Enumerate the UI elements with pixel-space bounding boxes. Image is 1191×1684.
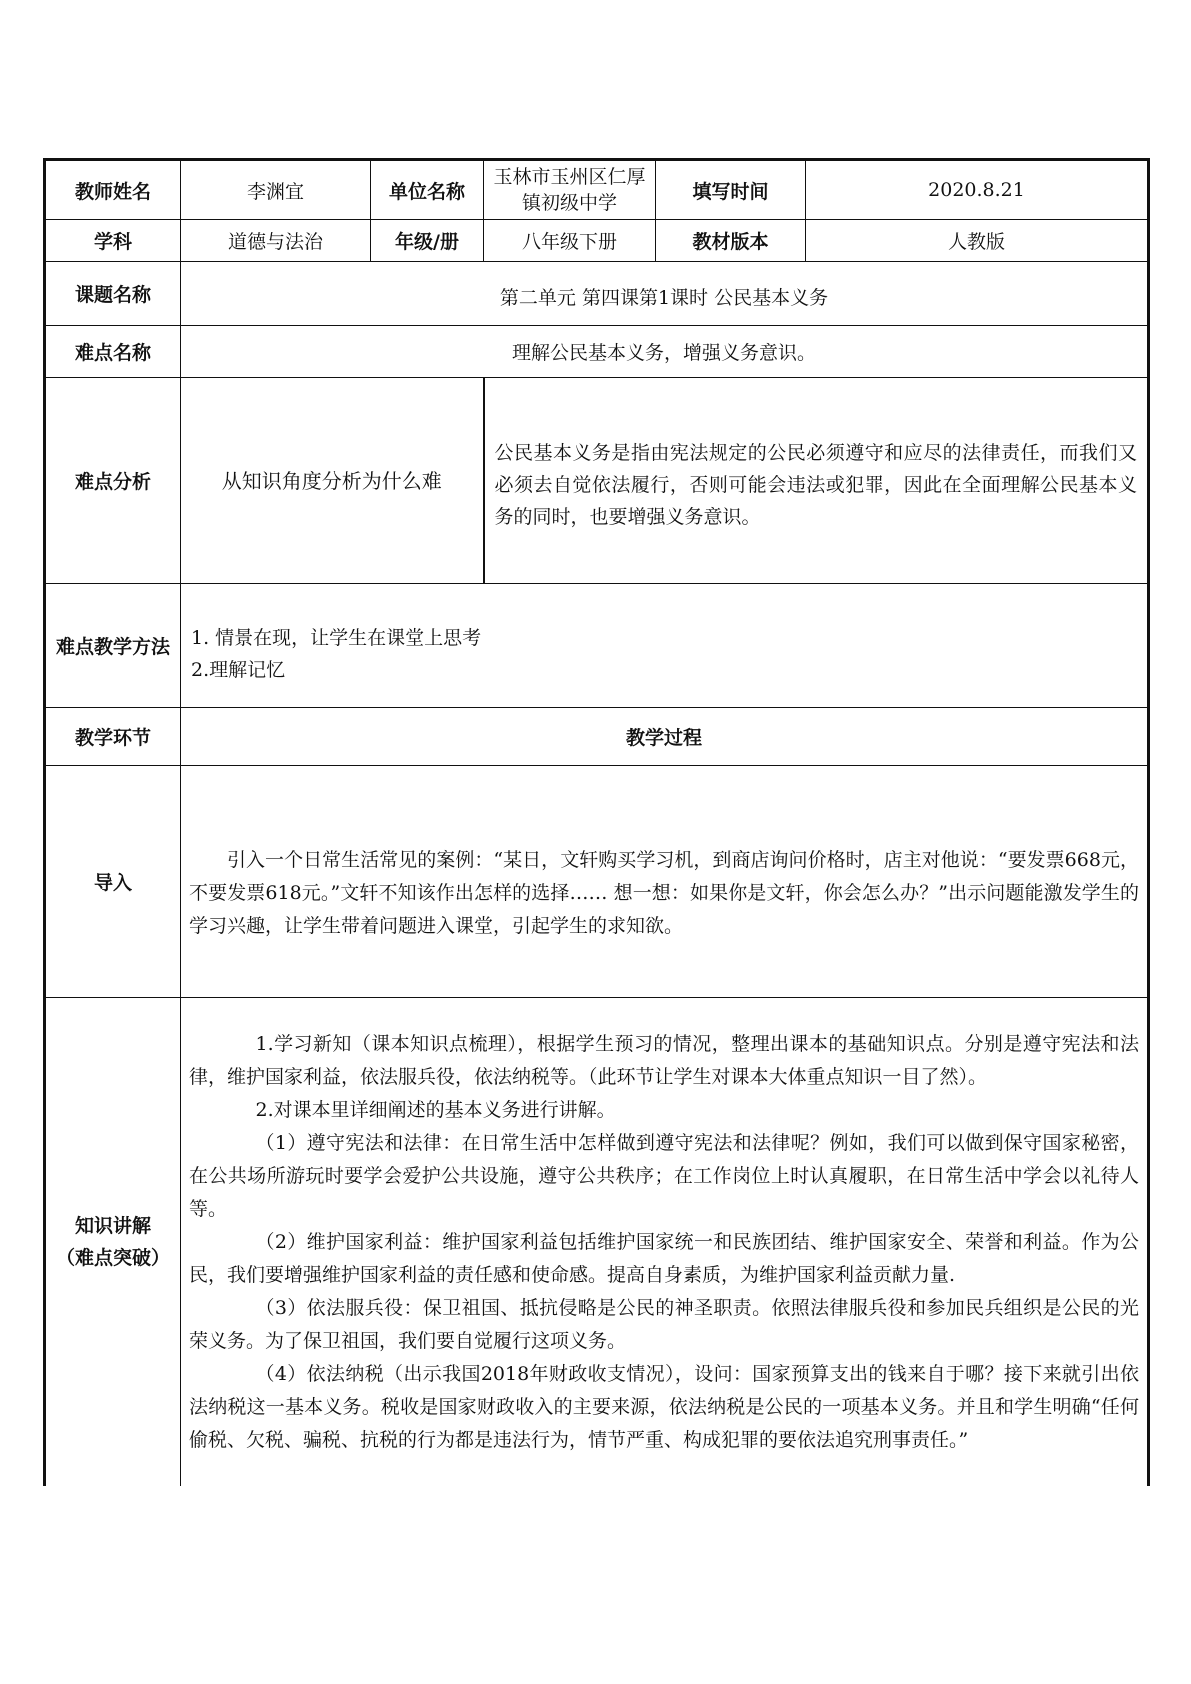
knowledge-content (181, 1026, 1147, 1457)
methods-row (45, 584, 1149, 708)
knowledge-row (45, 998, 1149, 1486)
topic-value: 第二单元 第四课第1课时 公民基本义务 (499, 287, 829, 309)
intro-label: 导入 (45, 766, 181, 998)
knowledge-paragraph-6: （4）依法纳税（出示我国2018年财政收支情况），设问：国家预算支出的钱来自于哪？接下来就引出依法纳税这一基本义务。税收是国家财政收入的主要来源，依法纳税是公民的一项基本义务。并且和学生明确“任何偷税、欠税、骗税、抗税的行为都是违法行为，情节严重、构成犯罪的要依法追究刑事责任。” (189, 1363, 1139, 1452)
method-item: 2.理解记忆 (191, 658, 286, 681)
lesson-plan-table (43, 158, 1150, 1486)
intro-row (45, 766, 1149, 998)
fill-date-value: 2020.8.21 (806, 160, 1149, 220)
knowledge-paragraph-4: （2）维护国家利益：维护国家利益包括维护国家统一和民族团结、维护国家安全、荣誉和利益。作为公民，我们要增强维护国家利益的责任感和使命感。提高自身素质，为维护国家利益贡献力量. (189, 1231, 1139, 1287)
subject-label: 学科 (45, 220, 181, 262)
process-header-row (45, 708, 1149, 766)
process-stage-label: 教学环节 (45, 708, 181, 766)
subject-value: 道德与法治 (181, 220, 371, 262)
analysis-row (45, 378, 1149, 584)
difficulty-value: 理解公民基本义务，增强义务意识。 (181, 326, 1149, 378)
knowledge-paragraph-1: 1.学习新知（课本知识点梳理），根据学生预习的情况，整理出课本的基础知识点。分别是遵守宪法和法律，维护国家利益，依法服兵役，依法纳税等。（此环节让学生对课本大体重点知识一目了然）。 (189, 1033, 1139, 1089)
fill-date-label: 填写时间 (656, 160, 806, 220)
methods-label: 难点教学方法 (45, 584, 181, 708)
knowledge-label-line1: 知识讲解 (74, 1214, 151, 1237)
knowledge-paragraph-3: （1）遵守宪法和法律：在日常生活中怎样做到遵守宪法和法律呢？例如，我们可以做到保守国家秘密，在公共场所游玩时要学会爱护公共设施，遵守公共秩序；在工作岗位上时认真履职，在日常生活中学会以礼待人等。 (189, 1132, 1139, 1221)
analysis-text: 公民基本义务是指由宪法规定的公民必须遵守和应尽的法律责任，而我们又必须去自觉依法履行，否则可能会违法或犯罪，因此在全面理解公民基本义务的同时，也要增强义务意识。 (494, 441, 1137, 528)
topic-row (45, 262, 1149, 326)
methods-list (181, 606, 1147, 686)
edition-label: 教材版本 (656, 220, 806, 262)
grade-value: 八年级下册 (484, 220, 656, 262)
header-row-1 (45, 160, 1149, 220)
teacher-name-value: 李渊宜 (181, 160, 371, 220)
knowledge-label-line2: （难点突破） (55, 1246, 170, 1269)
topic-label: 课题名称 (45, 262, 181, 326)
unit-name-label: 单位名称 (371, 160, 484, 220)
knowledge-label (45, 998, 181, 1486)
process-title: 教学过程 (181, 708, 1149, 766)
grade-label: 年级/册 (371, 220, 484, 262)
analysis-angle: 从知识角度分析为什么难 (181, 378, 484, 584)
analysis-label: 难点分析 (45, 378, 181, 584)
teacher-name-label: 教师姓名 (45, 160, 181, 220)
header-row-2 (45, 220, 1149, 262)
intro-text: 引入一个日常生活常见的案例：“某日，文轩购买学习机，到商店询问价格时，店主对他说：“要发票668元，不要发票618元。”文轩不知该作出怎样的选择…… 想一想：如果你是文轩，你会怎么办？”出示问题能激发学生的学习兴趣，让学生带着问题进入课堂，引起学生的求知欲。 (189, 849, 1139, 937)
knowledge-paragraph-5: （3）依法服兵役：保卫祖国、抵抗侵略是公民的神圣职责。依照法律服兵役和参加民兵组织是公民的光荣义务。为了保卫祖国，我们要自觉履行这项义务。 (189, 1297, 1139, 1353)
difficulty-label: 难点名称 (45, 326, 181, 378)
knowledge-paragraph-2: 2.对课本里详细阐述的基本义务进行讲解。 (255, 1099, 616, 1122)
unit-name-value: 玉林市玉州区仁厚镇初级中学 (484, 160, 656, 220)
difficulty-row (45, 326, 1149, 378)
method-item: 1. 情景在现，让学生在课堂上思考 (191, 626, 482, 649)
edition-value: 人教版 (806, 220, 1149, 262)
